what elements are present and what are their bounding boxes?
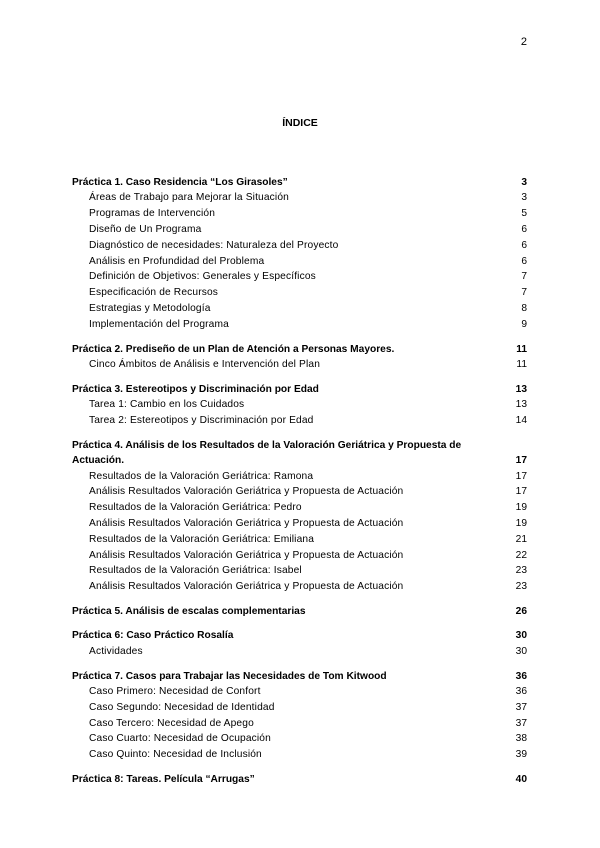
toc-subentry[interactable]: [72, 469, 527, 485]
toc-subentry-title: Actividades: [89, 645, 143, 657]
toc-entry-title: Práctica 8: Tareas. Película “Arrugas”: [72, 773, 255, 785]
toc-subentry-page: 39: [515, 749, 527, 761]
toc-subentry-page: 5: [521, 208, 527, 220]
toc-entry[interactable]: [72, 382, 527, 397]
toc-subentry-title: Diagnóstico de necesidades: Naturaleza del Proyecto: [89, 239, 339, 251]
toc-entry[interactable]: [72, 604, 527, 619]
toc-entry-page: 17: [515, 455, 527, 467]
toc-entry-page: 36: [515, 670, 527, 682]
toc-subentry-title: Diseño de Un Programa: [89, 224, 202, 235]
toc-subentry-page: 7: [521, 287, 527, 299]
toc-subentry-page: 30: [515, 645, 527, 657]
toc-entry-title: Práctica 7. Casos para Trabajar las Necesidades de Tom Kitwood: [72, 670, 387, 682]
toc-title: ÍNDICE: [282, 117, 318, 129]
toc-subentry[interactable]: [72, 206, 527, 222]
toc-section-6: [72, 628, 527, 659]
toc-subentry-title: Resultados de la Valoración Geriátrica: Isabel: [89, 565, 302, 577]
toc-subentry-title: Tarea 2: Estereotipos y Discriminación por Edad: [89, 414, 314, 426]
toc-subentry-page: 22: [515, 549, 527, 561]
toc-entry[interactable]: [72, 175, 527, 190]
toc-subentry-title: Caso Segundo: Necesidad de Identidad: [89, 701, 275, 713]
toc-subentry-title: Caso Quinto: Necesidad de Inclusión: [89, 749, 262, 761]
toc-entry-title: Práctica 2. Prediseño de un Plan de Atención a Personas Mayores.: [72, 343, 395, 355]
toc-subentry-title: Caso Cuarto: Necesidad de Ocupación: [89, 733, 271, 745]
toc-subentry-page: 23: [515, 581, 527, 593]
toc-subentry[interactable]: [72, 747, 527, 763]
toc-entry-page: 26: [515, 605, 527, 617]
toc-subentry-page: 19: [515, 502, 527, 514]
toc-subentry-title: Resultados de la Valoración Geriátrica: Ramona: [89, 470, 314, 482]
toc-section-5: [72, 604, 527, 619]
toc-subentry[interactable]: [72, 548, 527, 564]
toc-entry-title: Práctica 4. Análisis de los Resultados de la Valoración Geriátrica y Propuesta de Actuación.: [72, 439, 462, 467]
toc-entry[interactable]: [72, 628, 527, 643]
toc-subentry-title: Caso Primero: Necesidad de Confort: [89, 685, 261, 697]
toc-subentry-page: 9: [521, 318, 527, 330]
toc-subentry-title: Estrategias y Metodología: [89, 302, 211, 314]
toc-subentry-page: 6: [521, 224, 527, 235]
page-number: 2: [520, 36, 527, 48]
toc-entry-page: 30: [515, 630, 527, 642]
toc-subentry-title: Análisis Resultados Valoración Geriátrica y Propuesta de Actuación: [89, 486, 404, 498]
toc-subentry-title: Tarea 1: Cambio en los Cuidados: [89, 399, 245, 411]
toc-entry[interactable]: [72, 669, 527, 684]
toc-subentry[interactable]: [72, 254, 527, 270]
toc-subentry-page: 37: [515, 701, 527, 713]
table-of-contents: [72, 175, 527, 796]
toc-subentry[interactable]: [72, 357, 527, 373]
toc-entry-title: Práctica 5. Análisis de escalas complementarias: [72, 605, 306, 617]
toc-subentry[interactable]: [72, 222, 527, 238]
toc-subentry[interactable]: [72, 731, 527, 747]
toc-subentry[interactable]: [72, 532, 527, 548]
toc-subentry[interactable]: [72, 484, 527, 500]
toc-entry[interactable]: [72, 772, 527, 787]
toc-subentry-title: Programas de Intervención: [89, 208, 216, 220]
toc-subentry-page: 8: [521, 302, 527, 314]
toc-section-1: [72, 175, 527, 333]
toc-section-3: [72, 382, 527, 429]
toc-subentry-title: Resultados de la Valoración Geriátrica: Pedro: [89, 502, 302, 514]
toc-section-8: [72, 772, 527, 787]
toc-subentry[interactable]: [72, 317, 527, 333]
toc-section-7: [72, 669, 527, 763]
toc-subentry[interactable]: [72, 190, 527, 206]
toc-entry-title: Práctica 3. Estereotipos y Discriminación por Edad: [72, 383, 319, 395]
toc-subentry-page: 17: [515, 486, 527, 498]
toc-subentry-page: 21: [515, 533, 527, 545]
toc-entry[interactable]: [72, 342, 527, 357]
toc-entry-page: 3: [521, 177, 527, 188]
toc-subentry[interactable]: [72, 301, 527, 317]
toc-subentry[interactable]: [72, 516, 527, 532]
toc-subentry[interactable]: [72, 716, 527, 732]
toc-entry-title: Práctica 6: Caso Práctico Rosalía: [72, 630, 234, 642]
toc-subentry-page: 19: [515, 517, 527, 529]
toc-subentry[interactable]: [72, 285, 527, 301]
toc-subentry[interactable]: [72, 644, 527, 660]
toc-entry-page: 40: [515, 773, 527, 785]
toc-subentry-title: Análisis Resultados Valoración Geriátrica y Propuesta de Actuación: [89, 581, 404, 593]
toc-subentry-title: Análisis Resultados Valoración Geriátrica y Propuesta de Actuación: [89, 549, 404, 561]
toc-subentry[interactable]: [72, 397, 527, 413]
toc-subentry-page: 23: [515, 565, 527, 577]
toc-subentry-title: Caso Tercero: Necesidad de Apego: [89, 717, 254, 729]
toc-subentry-title: Áreas de Trabajo para Mejorar la Situación: [89, 192, 289, 204]
toc-subentry[interactable]: [72, 238, 527, 254]
toc-subentry-title: Definición de Objetivos: Generales y Específicos: [89, 271, 316, 283]
toc-subentry-title: Especificación de Recursos: [89, 287, 219, 299]
toc-subentry-page: 3: [521, 192, 527, 204]
toc-subentry-page: 11: [516, 358, 527, 370]
toc-subentry[interactable]: [72, 563, 527, 579]
toc-entry-page: 11: [516, 343, 527, 355]
toc-subentry-page: 38: [515, 733, 527, 745]
toc-subentry-page: 6: [521, 255, 527, 267]
toc-entry-title: Práctica 1. Caso Residencia “Los Girasoles”: [72, 177, 288, 188]
toc-subentry-title: Resultados de la Valoración Geriátrica: Emiliana: [89, 533, 315, 545]
toc-subentry-page: 7: [521, 271, 527, 283]
toc-section-4: [72, 438, 527, 595]
toc-subentry-page: 17: [515, 470, 527, 482]
toc-subentry-title: Implementación del Programa: [89, 318, 229, 330]
toc-subentry-title: Análisis Resultados Valoración Geriátrica y Propuesta de Actuación: [89, 517, 404, 529]
toc-subentry-page: 36: [515, 685, 527, 697]
toc-section-2: [72, 342, 527, 373]
toc-subentry-page: 13: [515, 399, 527, 411]
toc-subentry-page: 14: [515, 414, 527, 426]
toc-subentry-page: 37: [515, 717, 527, 729]
toc-subentry[interactable]: [72, 700, 527, 716]
toc-entry[interactable]: [72, 438, 527, 469]
toc-subentry[interactable]: [72, 579, 527, 595]
toc-subentry[interactable]: [72, 413, 527, 429]
toc-subentry[interactable]: [72, 684, 527, 700]
toc-subentry-title: Cinco Ámbitos de Análisis e Intervención del Plan: [89, 358, 321, 370]
toc-subentry-page: 6: [521, 239, 527, 251]
toc-entry-page: 13: [515, 383, 527, 395]
toc-subentry[interactable]: [72, 269, 527, 285]
toc-subentry-title: Análisis en Profundidad del Problema: [89, 255, 265, 267]
toc-subentry[interactable]: [72, 500, 527, 516]
